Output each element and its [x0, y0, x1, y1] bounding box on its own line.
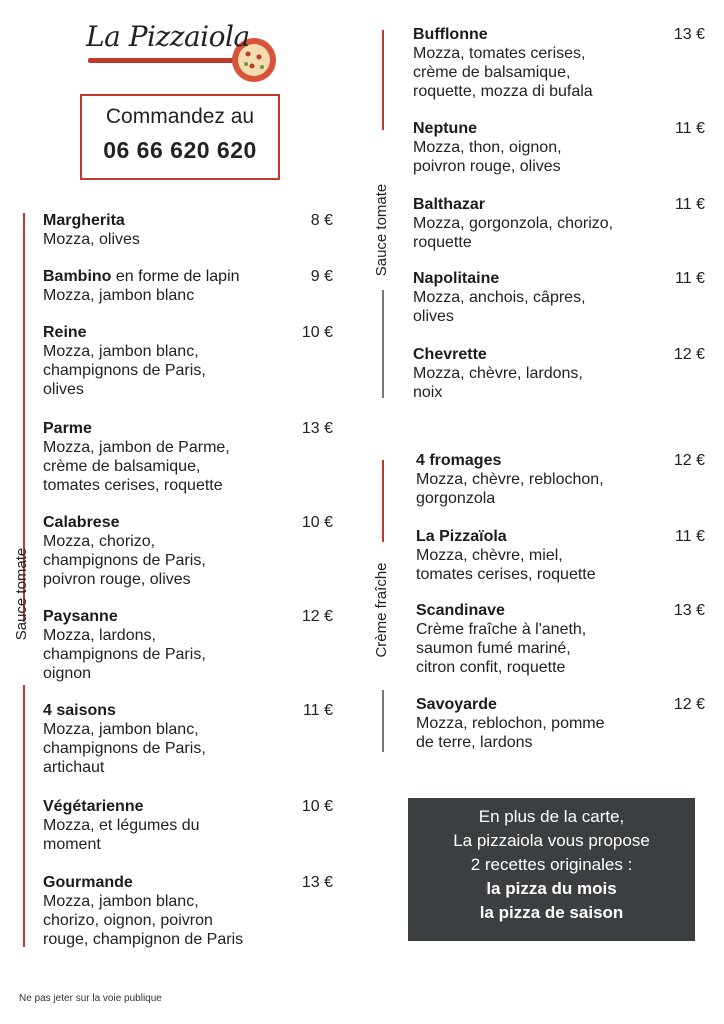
order-box — [80, 94, 280, 180]
menu-item — [413, 195, 705, 252]
menu-item — [43, 701, 343, 777]
menu-item-description: Mozza, et légumes du moment — [43, 817, 200, 853]
menu-item-description: Mozza, anchois, câpres, olives — [413, 289, 586, 325]
menu-item-description: Mozza, chèvre, lardons, noix — [413, 365, 583, 401]
menu-item-title: Végétarienne — [43, 798, 144, 815]
menu-item-price: 11 € — [675, 528, 705, 545]
order-phone[interactable]: 06 66 620 620 — [103, 137, 257, 163]
footer-note: Ne pas jeter sur la voie publique — [19, 993, 162, 1004]
menu-item-price: 12 € — [673, 452, 705, 469]
menu-item-price: 13 € — [301, 420, 333, 437]
menu-item-title: Balthazar — [413, 196, 486, 213]
menu-item-description: Mozza, jambon blanc, champignons de Paris, olives — [43, 343, 206, 398]
menu-item-title: Chevrette — [413, 346, 487, 363]
menu-item — [416, 695, 705, 752]
section-divider-line — [382, 460, 384, 542]
menu-item-description: Mozza, olives — [43, 231, 140, 248]
menu-item-price: 13 € — [301, 874, 333, 891]
menu-item-title: Calabrese — [43, 514, 120, 531]
menu-item-description: Mozza, chèvre, reblochon, gorgonzola — [416, 471, 604, 507]
menu-item-price: 11 € — [303, 702, 333, 719]
menu-item-description: Mozza, reblochon, pomme de terre, lardons — [416, 715, 605, 751]
menu-item-price: 10 € — [301, 798, 333, 815]
menu-item-description: Mozza, jambon blanc — [43, 287, 195, 304]
promo-line: En plus de la carte, — [478, 807, 625, 826]
menu-item-price: 12 € — [301, 608, 333, 625]
menu-item — [416, 451, 705, 508]
menu-item-price: 11 € — [675, 196, 705, 213]
section-label-right-top: Sauce tomate — [373, 183, 390, 277]
menu-item — [416, 527, 705, 584]
menu-item-title: Bambino — [43, 268, 112, 285]
brand-name: La Pizzaiola — [86, 20, 250, 53]
section-divider-line — [382, 30, 384, 130]
menu-item-title: Gourmande — [43, 874, 133, 891]
menu-item-description: Mozza, jambon blanc, chorizo, oignon, poivron rouge, champignon de Paris — [43, 893, 244, 948]
section-divider-line — [382, 290, 384, 398]
menu-item — [43, 211, 343, 249]
section-divider-line — [23, 685, 25, 947]
menu-item-title: Scandinave — [416, 602, 505, 619]
promo-highlight: la pizza du mois — [486, 879, 617, 898]
promo-highlight: la pizza de saison — [479, 903, 624, 922]
menu-item — [413, 269, 705, 326]
menu-item-title: Parme — [43, 420, 92, 437]
menu-item-price: 12 € — [673, 696, 705, 713]
section-label-left: Sauce tomate — [13, 547, 30, 641]
menu-item — [43, 419, 343, 495]
menu-item-description: Mozza, tomates cerises, crème de balsamique, roquette, mozza di bufala — [413, 45, 593, 100]
menu-item — [413, 119, 705, 176]
menu-item-title: 4 saisons — [43, 702, 116, 719]
menu-item — [413, 345, 705, 402]
section-divider-line — [382, 690, 384, 752]
menu-item-price: 13 € — [673, 602, 705, 619]
section-label-right-bottom: Crème fraîche — [373, 562, 390, 658]
menu-item-price: 10 € — [301, 324, 333, 341]
menu-item-price: 13 € — [673, 26, 705, 43]
menu-item-description: Crème fraîche à l'aneth, saumon fumé mariné, citron confit, roquette — [416, 621, 587, 676]
menu-item — [43, 607, 343, 683]
menu-item-price: 11 € — [675, 120, 705, 137]
menu-item — [43, 513, 343, 589]
menu-item-title: Savoyarde — [416, 696, 497, 713]
menu-item-price: 9 € — [310, 268, 333, 285]
menu-item-title: Neptune — [413, 120, 477, 137]
menu-item — [43, 873, 343, 949]
menu-item-description: Mozza, chèvre, miel, tomates cerises, roquette — [416, 547, 596, 583]
menu-item-title: La Pizzaïola — [416, 528, 507, 545]
menu-item-description: Mozza, jambon blanc, champignons de Paris, artichaut — [43, 721, 206, 776]
menu-item-title: Bufflonne — [413, 26, 488, 43]
menu-item-note: en forme de lapin — [111, 268, 240, 285]
menu-item-title: Napolitaine — [413, 270, 500, 287]
menu-item-title: Reine — [43, 324, 87, 341]
menu-item — [43, 323, 343, 399]
menu-item-description: Mozza, jambon de Parme, crème de balsamique, tomates cerises, roquette — [43, 439, 230, 494]
menu-item-price: 12 € — [673, 346, 705, 363]
logo — [82, 14, 282, 84]
menu-item — [416, 601, 705, 677]
menu-item — [43, 797, 343, 854]
menu-item-title: 4 fromages — [416, 452, 502, 469]
promo-line: La pizzaiola vous propose — [453, 831, 650, 850]
promo-box — [408, 798, 695, 941]
menu-item — [43, 267, 343, 305]
menu-item-description: Mozza, thon, oignon, poivron rouge, olives — [413, 139, 562, 175]
menu-item-price: 10 € — [301, 514, 333, 531]
menu-item-title: Margherita — [43, 212, 125, 229]
menu-item — [413, 25, 705, 101]
order-label: Commandez au — [105, 105, 255, 128]
menu-item-description: Mozza, chorizo, champignons de Paris, poivron rouge, olives — [43, 533, 206, 588]
promo-line: 2 recettes originales : — [470, 855, 633, 874]
menu-item-description: Mozza, lardons, champignons de Paris, oignon — [43, 627, 206, 682]
menu-item-title: Paysanne — [43, 608, 118, 625]
menu-item-description: Mozza, gorgonzola, chorizo, roquette — [413, 215, 614, 251]
menu-item-price: 8 € — [310, 212, 333, 229]
menu-item-price: 11 € — [675, 270, 705, 287]
